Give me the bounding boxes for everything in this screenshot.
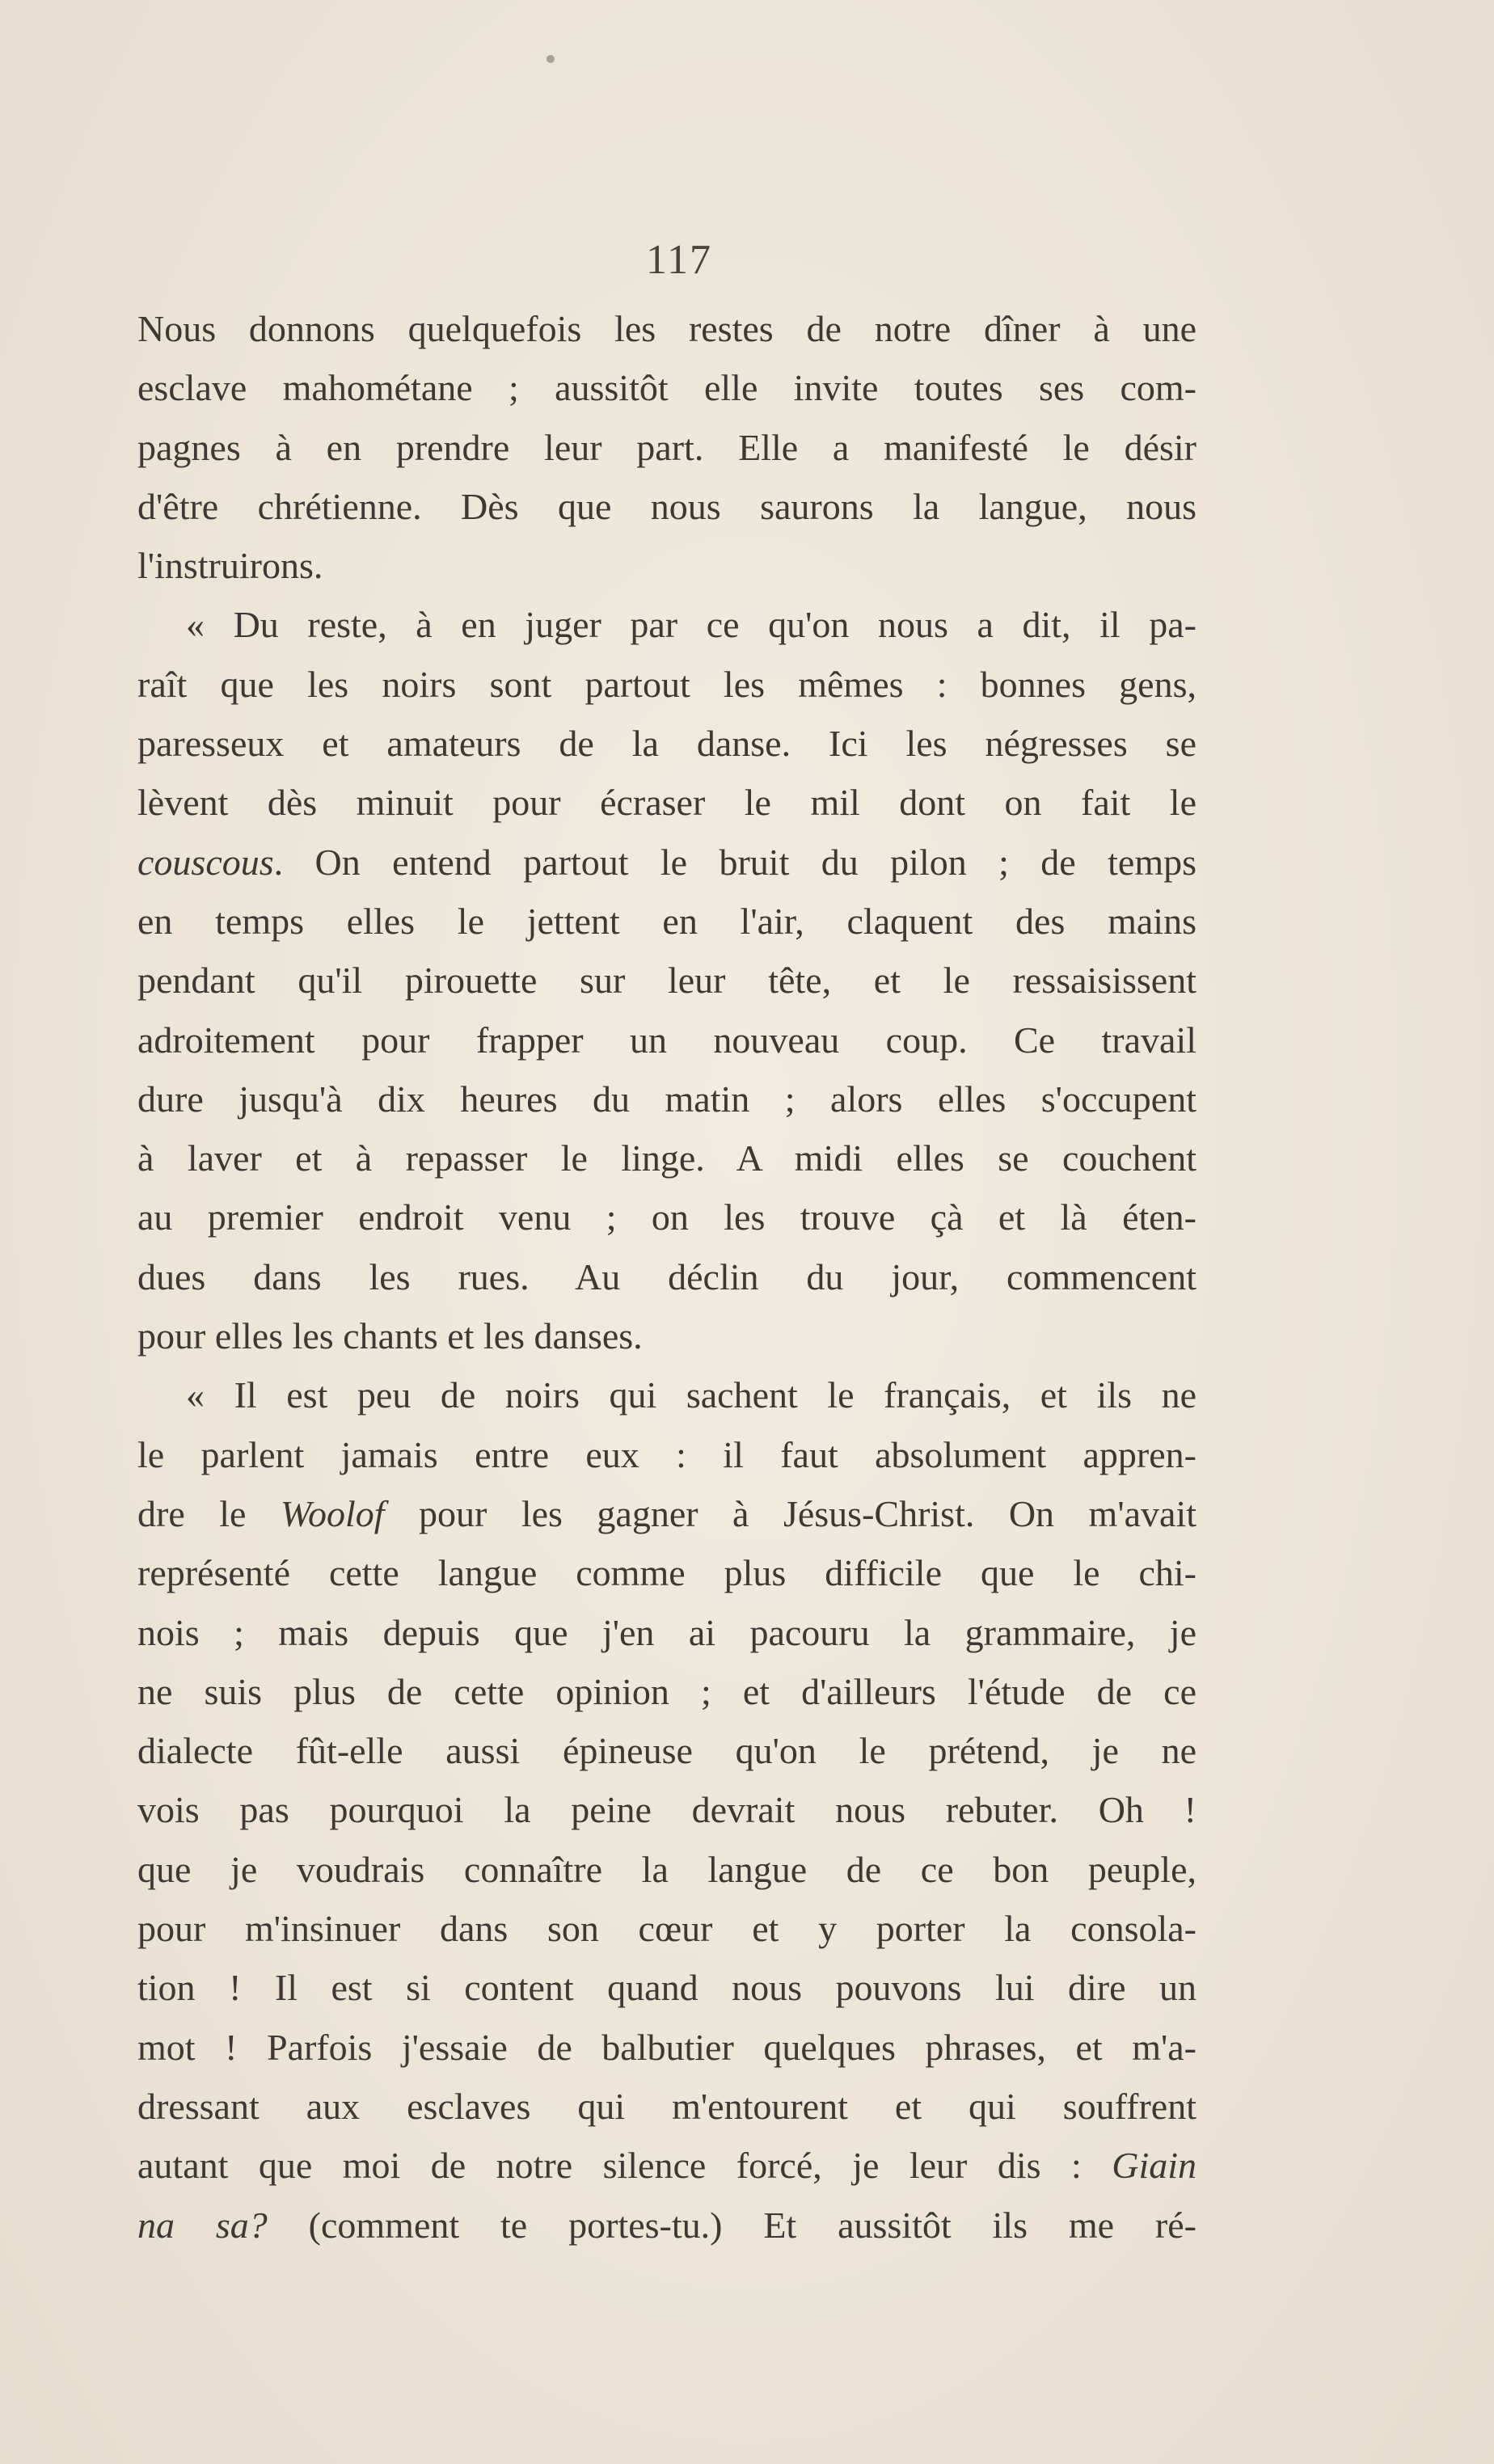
text-run: esclave mahométane ; aussitôt elle invite toutes ses com-: [137, 367, 1196, 409]
text-line: [137, 1484, 1196, 1543]
text-line: [137, 1070, 1196, 1129]
text-run: mot ! Parfois j'essaie de balbutier quelques phrases, et m'a-: [137, 2026, 1196, 2068]
text-run: paresseux et amateurs de la danse. Ici les négresses se: [137, 723, 1196, 765]
text-line: [137, 2018, 1196, 2077]
text-run: d'être chrétienne. Dès que nous saurons la langue, nous: [137, 485, 1196, 527]
text-run: le parlent jamais entre eux : il faut absolument appren-: [137, 1433, 1196, 1475]
text-line: [137, 1662, 1196, 1721]
text-run: . On entend partout le bruit du pilon ; de temps: [273, 841, 1196, 883]
italic-text: Woolof: [280, 1492, 385, 1534]
text-line: [137, 1840, 1196, 1899]
text-line: [137, 1188, 1196, 1247]
text-line: [137, 1603, 1196, 1662]
text-run: représenté cette langue comme plus difficile que le chi-: [137, 1552, 1196, 1594]
text-line: [137, 655, 1196, 714]
text-line: [137, 951, 1196, 1010]
text-run: pour elles les chants et les danses.: [137, 1315, 643, 1357]
page-number: 117: [645, 237, 713, 283]
text-line: [137, 1958, 1196, 2017]
text-run: pendant qu'il pirouette sur leur tête, et le ressaisissent: [137, 960, 1196, 1002]
text-run: lèvent dès minuit pour écraser le mil dont on fait le: [137, 782, 1196, 824]
text-line: [137, 2077, 1196, 2136]
text-run: l'instruirons.: [137, 545, 323, 587]
body-text: [137, 299, 1196, 2255]
text-line: [137, 299, 1196, 358]
text-run: tion ! Il est si content quand nous pouvons lui dire un: [137, 1967, 1196, 2009]
text-line: [137, 2136, 1196, 2195]
text-line: [137, 1010, 1196, 1070]
text-line: [137, 1306, 1196, 1365]
text-run: dre le: [137, 1492, 281, 1534]
text-run: vois pas pourquoi la peine devrait nous rebuter. Oh !: [137, 1789, 1196, 1831]
text-run: pagnes à en prendre leur part. Elle a manifesté le désir: [137, 426, 1196, 468]
text-run: « Il est peu de noirs qui sachent le français, et ils ne: [186, 1374, 1196, 1416]
text-line: [137, 1780, 1196, 1839]
text-line: [137, 1543, 1196, 1602]
text-run: dialecte fût-elle aussi épineuse qu'on le prétend, je ne: [137, 1730, 1196, 1772]
text-line: [137, 892, 1196, 951]
text-run: Nous donnons quelquefois les restes de notre dîner à une: [137, 308, 1196, 349]
text-run: en temps elles le jettent en l'air, claquent des mains: [137, 900, 1196, 942]
text-line: [137, 477, 1196, 536]
text-run: ne suis plus de cette opinion ; et d'ailleurs l'étude de ce: [137, 1670, 1196, 1712]
italic-text: na sa?: [137, 2204, 268, 2246]
text-run: adroitement pour frapper un nouveau coup. Ce travail: [137, 1019, 1196, 1061]
text-run: pour les gagner à Jésus-Christ. On m'avait: [384, 1492, 1196, 1534]
text-run: à laver et à repasser le linge. A midi elles se couchent: [137, 1137, 1196, 1179]
text-line: [137, 418, 1196, 477]
text-line: [137, 536, 1196, 595]
text-line: [137, 2196, 1196, 2255]
italic-text: couscous: [137, 841, 274, 883]
text-line: [137, 1247, 1196, 1306]
text-run: dressant aux esclaves qui m'entourent et qui souffrent: [137, 2085, 1196, 2127]
text-run: que je voudrais connaître la langue de ce bon peuple,: [137, 1848, 1196, 1890]
text-line: [137, 833, 1196, 892]
text-run: nois ; mais depuis que j'en ai pacouru la grammaire, je: [137, 1611, 1196, 1653]
text-run: « Du reste, à en juger par ce qu'on nous a dit, il pa-: [186, 604, 1196, 646]
text-line: [137, 1129, 1196, 1188]
text-line: [137, 1365, 1196, 1424]
text-run: dues dans les rues. Au déclin du jour, commencent: [137, 1255, 1196, 1297]
text-line: [137, 773, 1196, 832]
text-line: [137, 1721, 1196, 1780]
text-run: au premier endroit venu ; on les trouve çà et là éten-: [137, 1196, 1196, 1238]
text-line: [137, 358, 1196, 417]
text-run: pour m'insinuer dans son cœur et y porter la consola-: [137, 1908, 1196, 1950]
text-run: raît que les noirs sont partout les mêmes : bonnes gens,: [137, 663, 1196, 705]
text-run: autant que moi de notre silence forcé, je leur dis :: [137, 2145, 1112, 2187]
italic-text: Giain: [1112, 2145, 1196, 2187]
text-run: dure jusqu'à dix heures du matin ; alors elles s'occupent: [137, 1078, 1196, 1120]
text-line: [137, 1899, 1196, 1958]
ink-speck: [547, 55, 555, 63]
text-line: [137, 1425, 1196, 1484]
text-line: [137, 595, 1196, 654]
text-run: (comment te portes-tu.) Et aussitôt ils me ré-: [267, 2204, 1196, 2246]
text-line: [137, 714, 1196, 773]
